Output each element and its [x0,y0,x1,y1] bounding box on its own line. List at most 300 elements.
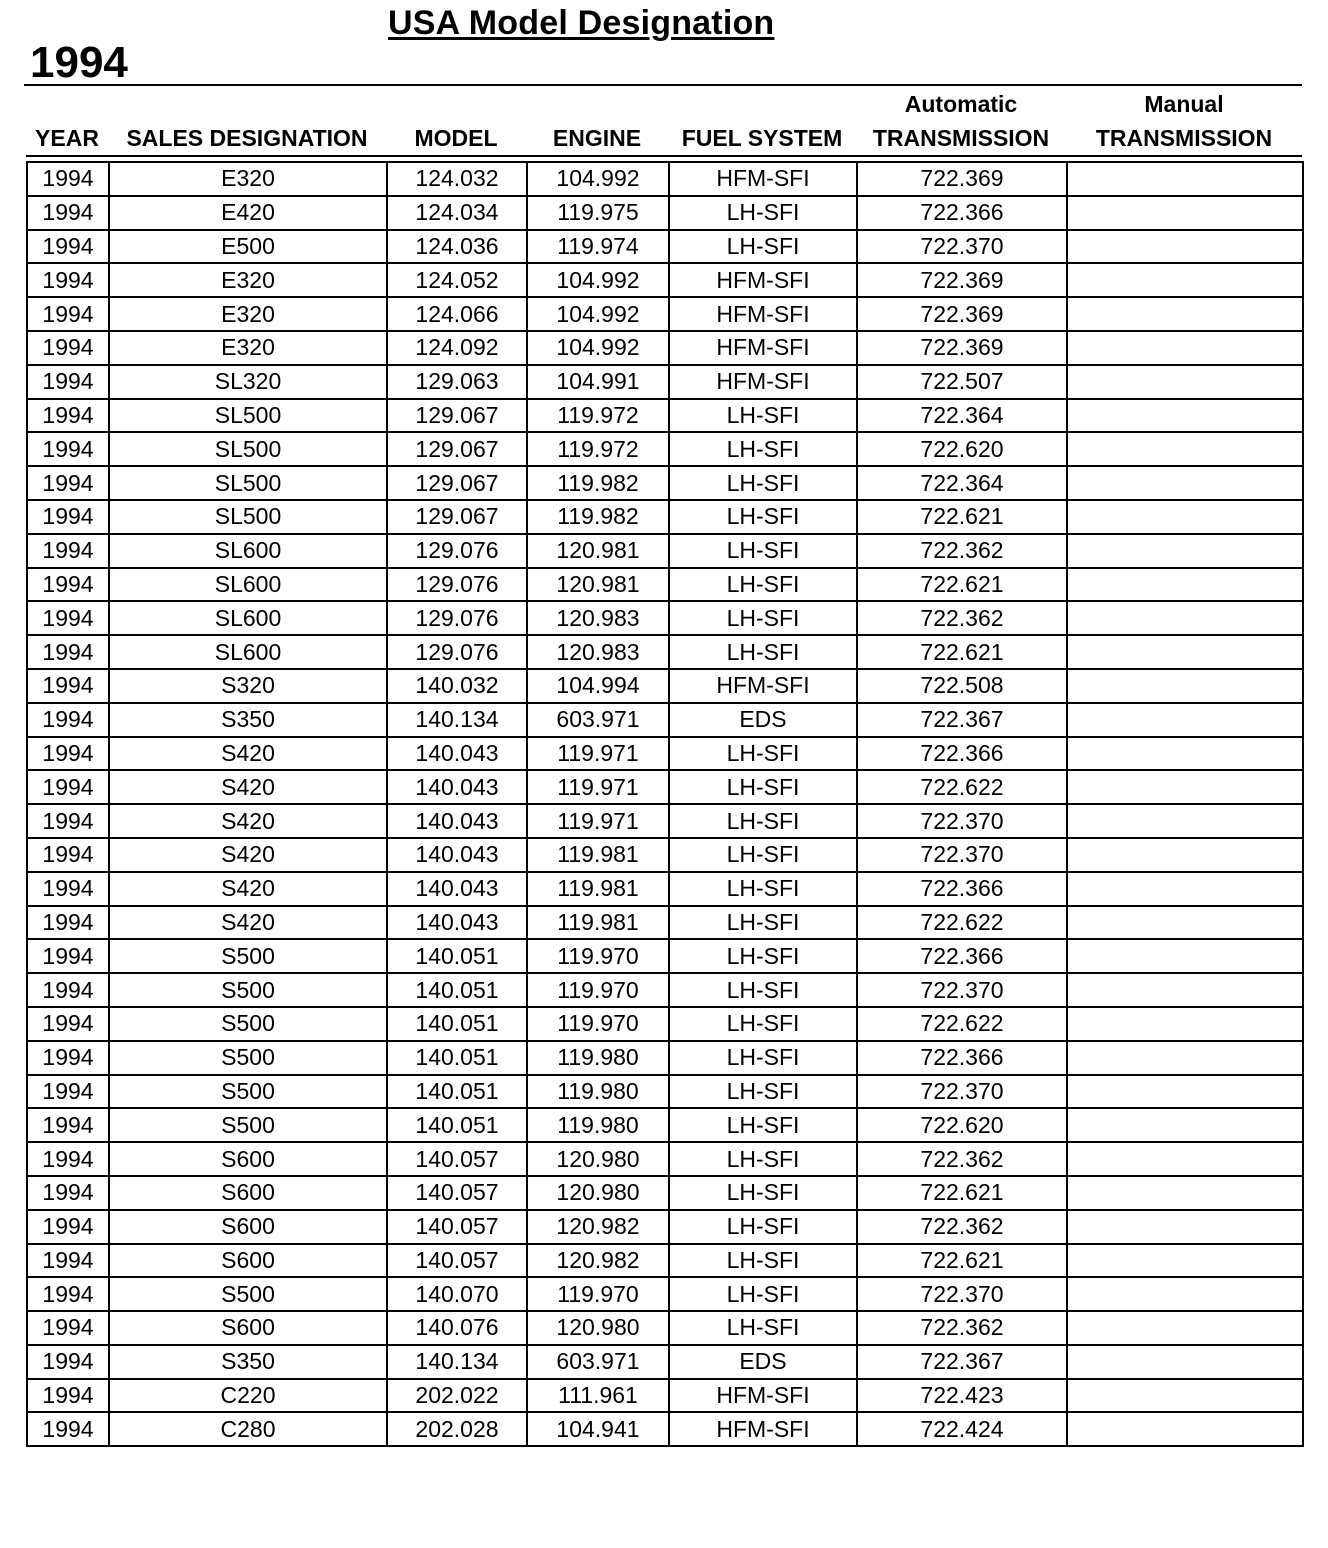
table-row [27,703,1303,737]
year-cell: 1994 [27,297,109,331]
model-cell: 140.043 [387,737,527,771]
manual-transmission-cell [1067,466,1303,500]
fuel-system-cell: LH-SFI [669,601,857,635]
table-row [27,906,1303,940]
manual-transmission-cell [1067,1176,1303,1210]
fuel-system-cell: HFM-SFI [669,162,857,196]
sales-designation-cell: S420 [109,872,387,906]
sales-designation-cell: SL600 [109,534,387,568]
table-row [27,1277,1303,1311]
model-cell: 140.057 [387,1142,527,1176]
sales-designation-cell: S320 [109,669,387,703]
fuel-system-cell: LH-SFI [669,1210,857,1244]
model-cell: 124.032 [387,162,527,196]
model-cell: 129.076 [387,601,527,635]
table-row [27,939,1303,973]
model-cell: 140.051 [387,1041,527,1075]
engine-cell: 119.974 [527,230,669,264]
engine-cell: 119.981 [527,906,669,940]
sales-designation-cell: C220 [109,1379,387,1413]
table-row [27,331,1303,365]
table-row [27,1176,1303,1210]
model-cell: 140.057 [387,1244,527,1278]
year-cell: 1994 [27,500,109,534]
automatic-transmission-cell: 722.620 [857,432,1067,466]
sales-designation-cell: S500 [109,1007,387,1041]
table-row [27,196,1303,230]
sales-designation-cell: E320 [109,263,387,297]
sales-designation-cell: E420 [109,196,387,230]
model-cell: 124.034 [387,196,527,230]
automatic-transmission-cell: 722.369 [857,263,1067,297]
fuel-system-cell: HFM-SFI [669,331,857,365]
year-cell: 1994 [27,1379,109,1413]
model-cell: 140.051 [387,1007,527,1041]
manual-transmission-cell [1067,804,1303,838]
fuel-system-cell: LH-SFI [669,230,857,264]
fuel-system-cell: LH-SFI [669,534,857,568]
table-row [27,1311,1303,1345]
manual-transmission-cell [1067,1142,1303,1176]
document-title: USA Model Designation [388,4,775,42]
table-row [27,432,1303,466]
table-row [27,263,1303,297]
engine-cell: 119.970 [527,1007,669,1041]
engine-cell: 104.992 [527,263,669,297]
table-row [27,737,1303,771]
sales-designation-cell: SL320 [109,365,387,399]
table-row [27,500,1303,534]
engine-cell: 119.971 [527,737,669,771]
model-cell: 124.036 [387,230,527,264]
fuel-system-cell: HFM-SFI [669,1412,857,1446]
model-cell: 124.052 [387,263,527,297]
year-cell: 1994 [27,1176,109,1210]
table-row [27,1041,1303,1075]
year-cell: 1994 [27,601,109,635]
fuel-system-cell: LH-SFI [669,568,857,602]
year-cell: 1994 [27,1277,109,1311]
automatic-transmission-cell: 722.367 [857,703,1067,737]
automatic-transmission-cell: 722.622 [857,770,1067,804]
model-cell: 140.051 [387,973,527,1007]
fuel-system-cell: LH-SFI [669,906,857,940]
engine-cell: 119.981 [527,872,669,906]
year-cell: 1994 [27,466,109,500]
model-cell: 140.057 [387,1210,527,1244]
fuel-system-cell: LH-SFI [669,1041,857,1075]
sales-designation-cell: S500 [109,1277,387,1311]
sales-designation-cell: SL500 [109,399,387,433]
fuel-system-cell: LH-SFI [669,838,857,872]
fuel-system-cell: HFM-SFI [669,297,857,331]
year-cell: 1994 [27,1244,109,1278]
sales-designation-cell: S500 [109,973,387,1007]
year-cell: 1994 [27,1142,109,1176]
sales-designation-cell: SL600 [109,601,387,635]
header-manual-transmission: Manual TRANSMISSION [1095,91,1273,151]
engine-cell: 104.992 [527,162,669,196]
year-cell: 1994 [27,534,109,568]
model-cell: 140.043 [387,906,527,940]
model-cell: 140.043 [387,872,527,906]
fuel-system-cell: HFM-SFI [669,1379,857,1413]
fuel-system-cell: LH-SFI [669,1244,857,1278]
model-cell: 140.070 [387,1277,527,1311]
sales-designation-cell: SL600 [109,568,387,602]
sales-designation-cell: SL500 [109,466,387,500]
year-cell: 1994 [27,365,109,399]
model-cell: 140.051 [387,1075,527,1109]
fuel-system-cell: HFM-SFI [669,669,857,703]
table-row [27,601,1303,635]
engine-cell: 120.983 [527,601,669,635]
fuel-system-cell: LH-SFI [669,196,857,230]
table-row [27,1244,1303,1278]
table-row [27,1210,1303,1244]
automatic-transmission-cell: 722.507 [857,365,1067,399]
fuel-system-cell: LH-SFI [669,399,857,433]
manual-transmission-cell [1067,669,1303,703]
automatic-transmission-cell: 722.621 [857,1176,1067,1210]
model-cell: 140.032 [387,669,527,703]
year-cell: 1994 [27,838,109,872]
sales-designation-cell: S600 [109,1311,387,1345]
manual-transmission-cell [1067,365,1303,399]
engine-cell: 119.982 [527,466,669,500]
automatic-transmission-cell: 722.362 [857,1142,1067,1176]
engine-cell: 119.970 [527,939,669,973]
manual-transmission-cell [1067,838,1303,872]
year-cell: 1994 [27,1075,109,1109]
automatic-transmission-cell: 722.370 [857,804,1067,838]
fuel-system-cell: LH-SFI [669,939,857,973]
model-cell: 140.043 [387,838,527,872]
model-cell: 140.134 [387,1345,527,1379]
table-row [27,1075,1303,1109]
engine-cell: 104.991 [527,365,669,399]
engine-cell: 120.980 [527,1311,669,1345]
year-cell: 1994 [27,939,109,973]
table-row [27,1007,1303,1041]
fuel-system-cell: LH-SFI [669,1176,857,1210]
fuel-system-cell: LH-SFI [669,872,857,906]
manual-transmission-cell [1067,1041,1303,1075]
automatic-transmission-cell: 722.424 [857,1412,1067,1446]
fuel-system-cell: HFM-SFI [669,365,857,399]
engine-cell: 120.980 [527,1176,669,1210]
manual-transmission-cell [1067,331,1303,365]
engine-cell: 603.971 [527,703,669,737]
manual-transmission-cell [1067,162,1303,196]
manual-transmission-cell [1067,1277,1303,1311]
model-cell: 129.076 [387,568,527,602]
model-cell: 129.067 [387,466,527,500]
sales-designation-cell: E320 [109,331,387,365]
year-heading: 1994 [30,38,128,87]
sales-designation-cell: E320 [109,162,387,196]
manual-transmission-cell [1067,230,1303,264]
manual-transmission-cell [1067,973,1303,1007]
automatic-transmission-cell: 722.366 [857,737,1067,771]
fuel-system-cell: LH-SFI [669,1142,857,1176]
header-sales-designation: SALES DESIGNATION [126,125,368,151]
table-row [27,669,1303,703]
manual-transmission-cell [1067,1075,1303,1109]
year-cell: 1994 [27,162,109,196]
automatic-transmission-cell: 722.622 [857,906,1067,940]
model-cell: 129.063 [387,365,527,399]
engine-cell: 120.981 [527,568,669,602]
fuel-system-cell: LH-SFI [669,432,857,466]
manual-transmission-cell [1067,872,1303,906]
sales-designation-cell: S500 [109,1108,387,1142]
automatic-transmission-cell: 722.362 [857,1210,1067,1244]
year-cell: 1994 [27,770,109,804]
manual-transmission-cell [1067,432,1303,466]
table-row [27,1379,1303,1413]
automatic-transmission-cell: 722.366 [857,939,1067,973]
automatic-transmission-cell: 722.370 [857,973,1067,1007]
model-cell: 140.051 [387,1108,527,1142]
automatic-transmission-cell: 722.366 [857,872,1067,906]
manual-transmission-cell [1067,906,1303,940]
engine-cell: 111.961 [527,1379,669,1413]
year-cell: 1994 [27,432,109,466]
year-cell: 1994 [27,1345,109,1379]
sales-designation-cell: SL500 [109,432,387,466]
sales-designation-cell: S420 [109,770,387,804]
header-model: MODEL [414,125,498,151]
manual-transmission-cell [1067,1108,1303,1142]
manual-transmission-cell [1067,568,1303,602]
fuel-system-cell: LH-SFI [669,737,857,771]
manual-transmission-cell [1067,737,1303,771]
model-cell: 129.067 [387,432,527,466]
engine-cell: 104.992 [527,331,669,365]
table-row [27,297,1303,331]
year-cell: 1994 [27,906,109,940]
engine-cell: 119.982 [527,500,669,534]
header-automatic-transmission: Automatic TRANSMISSION [872,91,1050,151]
header-divider [26,155,1302,157]
manual-transmission-cell [1067,534,1303,568]
sales-designation-cell: E500 [109,230,387,264]
sales-designation-cell: S600 [109,1142,387,1176]
automatic-transmission-cell: 722.362 [857,1311,1067,1345]
fuel-system-cell: LH-SFI [669,973,857,1007]
automatic-transmission-cell: 722.508 [857,669,1067,703]
year-cell: 1994 [27,737,109,771]
engine-cell: 120.980 [527,1142,669,1176]
table-row [27,534,1303,568]
engine-cell: 119.971 [527,770,669,804]
sales-designation-cell: C280 [109,1412,387,1446]
model-cell: 129.076 [387,534,527,568]
engine-cell: 119.972 [527,432,669,466]
header-year: YEAR [35,125,99,151]
automatic-transmission-cell: 722.621 [857,635,1067,669]
year-cell: 1994 [27,669,109,703]
engine-cell: 104.941 [527,1412,669,1446]
manual-transmission-cell [1067,1379,1303,1413]
fuel-system-cell: LH-SFI [669,770,857,804]
automatic-transmission-cell: 722.367 [857,1345,1067,1379]
sales-designation-cell: S350 [109,703,387,737]
manual-transmission-cell [1067,1007,1303,1041]
manual-transmission-cell [1067,1244,1303,1278]
sales-designation-cell: S420 [109,838,387,872]
table-row [27,230,1303,264]
engine-cell: 104.994 [527,669,669,703]
manual-transmission-cell [1067,399,1303,433]
automatic-transmission-cell: 722.362 [857,601,1067,635]
manual-transmission-cell [1067,1345,1303,1379]
manual-transmission-cell [1067,770,1303,804]
engine-cell: 119.971 [527,804,669,838]
model-cell: 202.028 [387,1412,527,1446]
fuel-system-cell: EDS [669,1345,857,1379]
automatic-transmission-cell: 722.369 [857,162,1067,196]
automatic-transmission-cell: 722.366 [857,1041,1067,1075]
sales-designation-cell: S350 [109,1345,387,1379]
table-body [27,162,1303,1446]
automatic-transmission-cell: 722.370 [857,230,1067,264]
fuel-system-cell: LH-SFI [669,804,857,838]
year-cell: 1994 [27,196,109,230]
table-row [27,770,1303,804]
automatic-transmission-cell: 722.622 [857,1007,1067,1041]
sales-designation-cell: E320 [109,297,387,331]
model-cell: 140.076 [387,1311,527,1345]
column-header-row [26,86,1302,156]
manual-transmission-cell [1067,1311,1303,1345]
fuel-system-cell: EDS [669,703,857,737]
model-cell: 140.051 [387,939,527,973]
model-cell: 140.043 [387,770,527,804]
sales-designation-cell: S420 [109,906,387,940]
automatic-transmission-cell: 722.370 [857,838,1067,872]
automatic-transmission-cell: 722.369 [857,331,1067,365]
year-cell: 1994 [27,1412,109,1446]
automatic-transmission-cell: 722.370 [857,1277,1067,1311]
automatic-transmission-cell: 722.621 [857,568,1067,602]
sales-designation-cell: S600 [109,1244,387,1278]
sales-designation-cell: S600 [109,1210,387,1244]
sales-designation-cell: S500 [109,939,387,973]
manual-transmission-cell [1067,1412,1303,1446]
sales-designation-cell: S600 [109,1176,387,1210]
engine-cell: 119.970 [527,973,669,1007]
year-cell: 1994 [27,1311,109,1345]
fuel-system-cell: LH-SFI [669,1277,857,1311]
fuel-system-cell: LH-SFI [669,1108,857,1142]
year-cell: 1994 [27,804,109,838]
sales-designation-cell: S420 [109,804,387,838]
manual-transmission-cell [1067,500,1303,534]
engine-cell: 119.981 [527,838,669,872]
model-cell: 129.067 [387,500,527,534]
header-engine: ENGINE [552,125,642,151]
sales-designation-cell: S420 [109,737,387,771]
manual-transmission-cell [1067,635,1303,669]
year-cell: 1994 [27,872,109,906]
year-cell: 1994 [27,703,109,737]
model-cell: 140.043 [387,804,527,838]
fuel-system-cell: LH-SFI [669,635,857,669]
automatic-transmission-cell: 722.369 [857,297,1067,331]
automatic-transmission-cell: 722.621 [857,1244,1067,1278]
engine-cell: 120.982 [527,1210,669,1244]
fuel-system-cell: LH-SFI [669,1311,857,1345]
engine-cell: 119.980 [527,1108,669,1142]
table-row [27,568,1303,602]
table-row [27,804,1303,838]
table-row [27,1412,1303,1446]
engine-cell: 120.982 [527,1244,669,1278]
table-row [27,838,1303,872]
engine-cell: 120.981 [527,534,669,568]
year-cell: 1994 [27,568,109,602]
engine-cell: 603.971 [527,1345,669,1379]
model-cell: 129.076 [387,635,527,669]
model-cell: 140.134 [387,703,527,737]
header-fuel-system: FUEL SYSTEM [681,125,843,151]
manual-transmission-cell [1067,297,1303,331]
table-row [27,162,1303,196]
automatic-transmission-cell: 722.620 [857,1108,1067,1142]
year-cell: 1994 [27,1007,109,1041]
sales-designation-cell: SL500 [109,500,387,534]
fuel-system-cell: LH-SFI [669,500,857,534]
automatic-transmission-cell: 722.364 [857,466,1067,500]
table-row [27,1345,1303,1379]
table-row [27,365,1303,399]
automatic-transmission-cell: 722.366 [857,196,1067,230]
model-cell: 140.057 [387,1176,527,1210]
sales-designation-cell: S500 [109,1075,387,1109]
engine-cell: 104.992 [527,297,669,331]
table-row [27,973,1303,1007]
engine-cell: 119.972 [527,399,669,433]
fuel-system-cell: HFM-SFI [669,263,857,297]
manual-transmission-cell [1067,939,1303,973]
automatic-transmission-cell: 722.621 [857,500,1067,534]
table-row [27,466,1303,500]
engine-cell: 120.983 [527,635,669,669]
year-cell: 1994 [27,635,109,669]
automatic-transmission-cell: 722.423 [857,1379,1067,1413]
sales-designation-cell: SL600 [109,635,387,669]
table-row [27,399,1303,433]
model-cell: 124.066 [387,297,527,331]
year-cell: 1994 [27,399,109,433]
table-row [27,1142,1303,1176]
table-row [27,872,1303,906]
year-cell: 1994 [27,230,109,264]
manual-transmission-cell [1067,703,1303,737]
engine-cell: 119.975 [527,196,669,230]
sales-designation-cell: S500 [109,1041,387,1075]
year-cell: 1994 [27,1108,109,1142]
year-cell: 1994 [27,263,109,297]
model-designation-table [26,161,1304,1447]
table-row [27,1108,1303,1142]
model-cell: 202.022 [387,1379,527,1413]
engine-cell: 119.980 [527,1075,669,1109]
year-cell: 1994 [27,973,109,1007]
engine-cell: 119.980 [527,1041,669,1075]
